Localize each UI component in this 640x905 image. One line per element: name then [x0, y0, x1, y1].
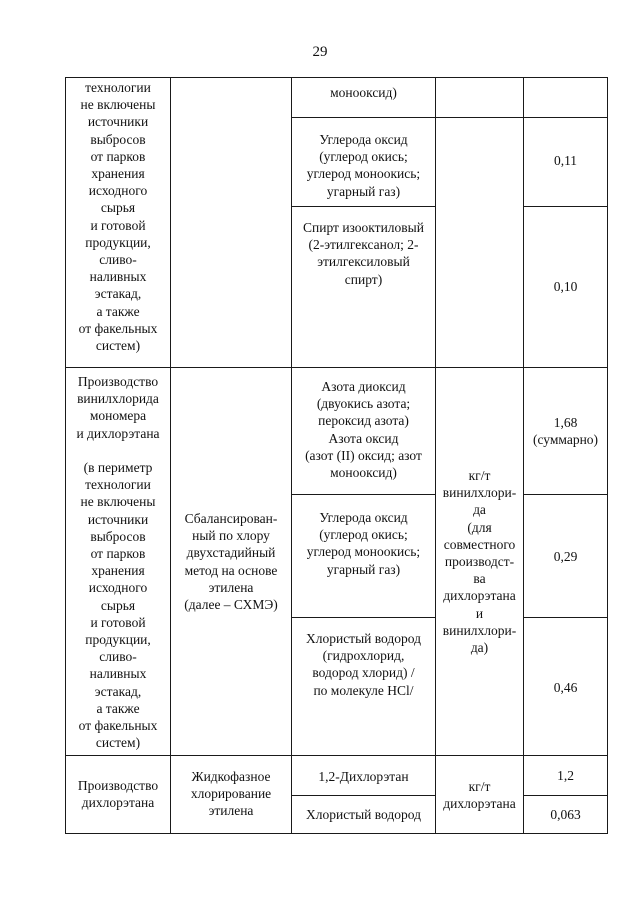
row-divider	[291, 795, 436, 796]
substance-cell: Спирт изооктиловый (2-этилгексанол; 2- этилгексиловый спирт)	[303, 220, 424, 287]
row-divider	[523, 206, 608, 207]
row-divider	[291, 617, 436, 618]
row-divider	[291, 117, 608, 118]
emission-value-cell: 0,10	[553, 279, 578, 294]
column-divider	[435, 77, 436, 834]
row-divider	[291, 494, 436, 495]
column-divider	[523, 77, 524, 834]
row-divider	[65, 367, 608, 368]
table-border-bottom	[65, 833, 608, 834]
substance-cell: Углерода оксид (углерод окись; углерод моноокись; угарный газ)	[306, 510, 421, 577]
method-cell: Сбалансирован- ный по хлору двухстадийный метод на основе этилена (далее – СХМЭ)	[184, 511, 278, 613]
emission-value-cell: 0,11	[553, 153, 578, 168]
substance-cell: 1,2-Дихлорэтан	[318, 769, 409, 784]
row-divider	[291, 206, 436, 207]
object-description-cell: Производство винилхлорида мономера и дихлорэтана (в периметр технологии не включены источники выбросов от парков хранения исходного сырья и готовой продукции, сливо- наливных эстакад, а также от факельных систем)	[76, 374, 160, 751]
emission-value-cell: 0,063	[550, 807, 581, 822]
method-cell: Жидкофазное хлорирование этилена	[190, 769, 272, 819]
unit-cell: кг/т винилхлори- да (для совместного производст- ва дихлорэтана и винилхлори- да)	[442, 468, 517, 656]
row-divider	[523, 617, 608, 618]
unit-cell: кг/т дихлорэтана	[443, 779, 516, 812]
emission-value-cell: 1,2	[557, 768, 574, 783]
row-divider	[523, 494, 608, 495]
emission-value-cell: 0,29	[553, 549, 578, 564]
object-description-cell: Производство дихлорэтана	[77, 778, 159, 811]
substance-cell: Азота диоксид (двуокись азота; пероксид азота) Азота оксид (азот (II) оксид; азот монооксид)	[305, 379, 422, 481]
emission-value-cell: 0,46	[553, 680, 578, 695]
object-description-cell: технологии не включены источники выбросов от парков хранения исходного сырья и готовой продукции, сливо- наливных эстакад, а также от факельных систем)	[78, 80, 158, 354]
row-divider	[65, 755, 608, 756]
row-divider	[523, 795, 608, 796]
emission-value-cell: 1,68 (суммарно)	[532, 415, 599, 448]
substance-cell: Хлористый водород	[305, 807, 421, 822]
page-number: 29	[312, 44, 328, 60]
table-border-right	[607, 77, 608, 834]
table-border-top	[65, 77, 608, 78]
substance-cell: монооксид)	[330, 85, 397, 100]
substance-cell: Углерода оксид (углерод окись; углерод моноокись; угарный газ)	[306, 132, 421, 199]
substance-cell: Хлористый водород (гидрохлорид, водород хлорид) / по молекуле HCl/	[305, 631, 421, 698]
column-divider	[170, 77, 171, 834]
